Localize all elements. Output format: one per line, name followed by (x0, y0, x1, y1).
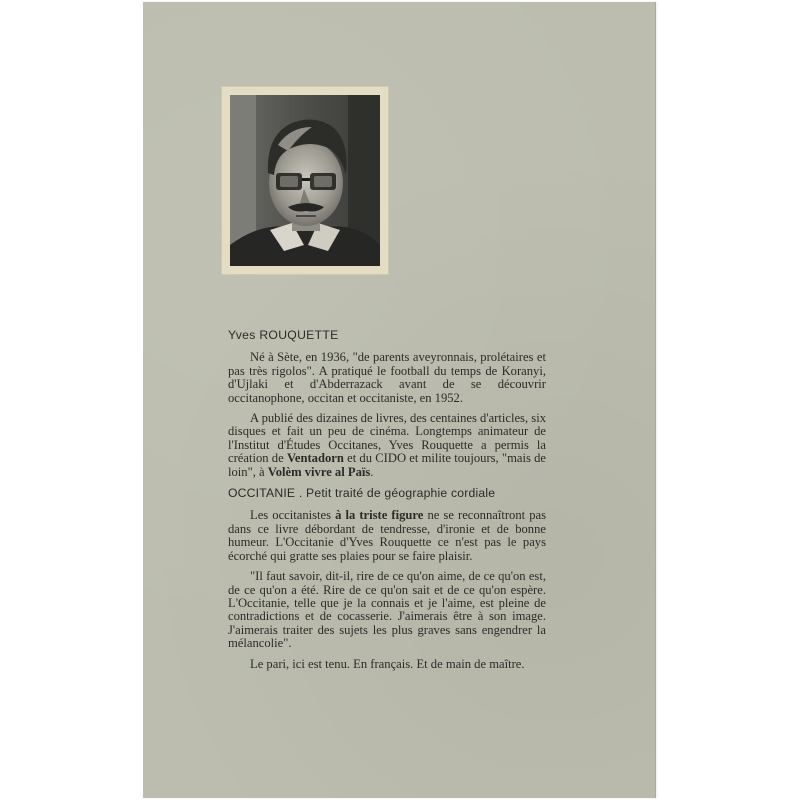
description-bold: à la triste figure (335, 508, 424, 523)
bio-paragraph-1: Né à Sète, en 1936, "de parents aveyronnais, prolétaires et pas très rigolos". A pratiqué le football du temps de Koranyi, d'Ujlaki et d'Abderrazack avant de se découvrir occitanophone, occitan et occitaniste, en 1952. (228, 350, 546, 405)
description-text-a: Les occitanistes (250, 508, 336, 523)
description-text-b: ne se reconnaîtront pas dans ce livre débordant de tendresse, d'ironie et de bonne humeur. L'Occitanie d'Yves Rouquette ce n'est pas le pays écorché qui gratte ses plaies pour se faire plaisir. (228, 508, 547, 563)
bio-paragraph-2 (228, 412, 546, 479)
bio-text-b: et du CIDO et milite toujours, "mais de loin", à (228, 451, 546, 479)
author-first-name: Yves (228, 328, 260, 342)
author-surname: ROUQUETTE (259, 328, 339, 342)
author-photo (230, 95, 380, 266)
bio-text-c: . (370, 464, 374, 479)
bio-volem-vivre: Volèm vivre al Païs (267, 464, 371, 479)
description-paragraph-1 (228, 509, 546, 563)
author-photo-frame (222, 87, 388, 274)
book-title: OCCITANIE (228, 486, 296, 501)
bio-text-a: A publié des dizaines de livres, des centaines d'articles, six disques et fait un peu de cinéma. Longtemps animateur de l'Institut d'Études Occitanes, Yves Rouquette a permis la création de (228, 411, 546, 466)
bio-ventadorn: Ventadorn (286, 451, 344, 466)
book-title-heading (228, 487, 546, 500)
description-paragraph-3: Le pari, ici est tenu. En français. Et de main de maître. (250, 656, 525, 671)
author-name (228, 329, 546, 342)
back-cover-text (228, 329, 546, 678)
book-subtitle: . Petit traité de géographie cordiale (295, 486, 496, 501)
description-paragraph-2: "Il faut savoir, dit-il, rire de ce qu'on aime, de ce qu'on est, de ce qu'on a été. Rire de ce qu'on sait et de ce qu'on espère. L'Occitanie, telle que je la connais et je l'aime, est pleine de contradictions et de cocasserie. J'aimerais être à son image. J'aimerais traiter des sujets les plus graves sans engendrer la mélancolie". (228, 569, 546, 651)
